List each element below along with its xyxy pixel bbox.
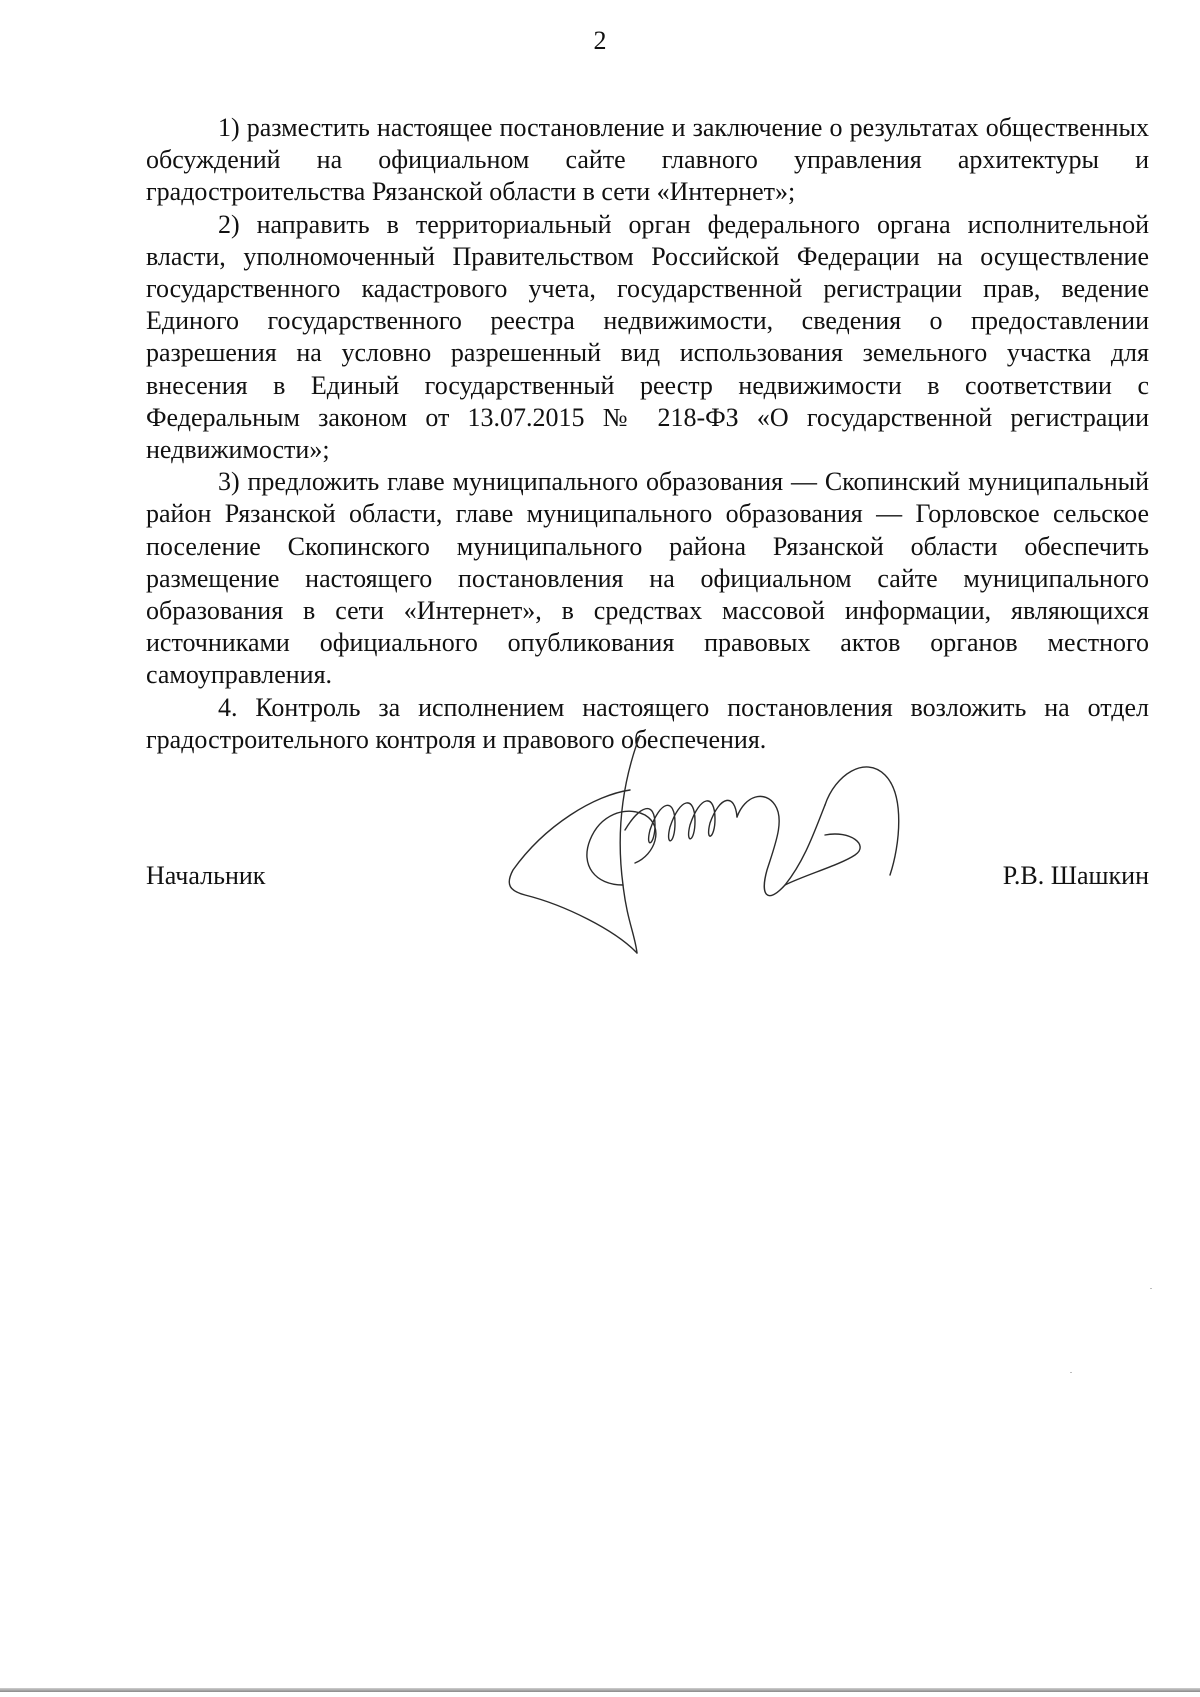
- paragraph-item-4: 4. Контроль за исполнением настоящего постановления возложить на отдел градостроительного контроля и правового обеспечения.: [146, 692, 1149, 754]
- paragraph-item-1: 1) разместить настоящее постановление и заключение о результатах общественных обсуждений на официальном сайте главного управления архитектуры и градостроительства Рязанской области в сети «Интернет»;: [146, 113, 1149, 207]
- signer-name: Р.В. Шашкин: [1002, 861, 1149, 890]
- paragraph-item-2: 2) направить в территориальный орган федерального органа исполнительной власти, уполномоченный Правительством Российской Федерации на осуществление государственного кадастрового учета, государственной регистрации прав, ведение Единого государственного реестра недвижимости, сведения о предоставлении разрешения на условно разрешенный вид использования земельного участка для внесения в Единый государственный реестр недвижимости в соответствии с Федеральным законом от 13.07.2015 № 218-ФЗ «О государственной регистрации недвижимости»;: [146, 209, 1149, 465]
- scan-bottom-edge: [0, 1688, 1200, 1692]
- page-number: 2: [593, 26, 607, 55]
- scan-speck: [1150, 1288, 1152, 1289]
- document-body: [146, 112, 1149, 756]
- scan-speck: [1070, 1372, 1072, 1373]
- signature-block: [146, 860, 1149, 900]
- signer-position: Начальник: [146, 861, 266, 890]
- paragraph-item-3: 3) предложить главе муниципального образования — Скопинский муниципальный район Рязанской области, главе муниципального образования — Горловское сельское поселение Скопинского муниципального района Рязанской области обеспечить размещение настоящего постановления на официальном сайте муниципального образования в сети «Интернет», в средствах массовой информации, являющихся источниками официального опубликования правовых актов органов местного самоуправления.: [146, 467, 1149, 690]
